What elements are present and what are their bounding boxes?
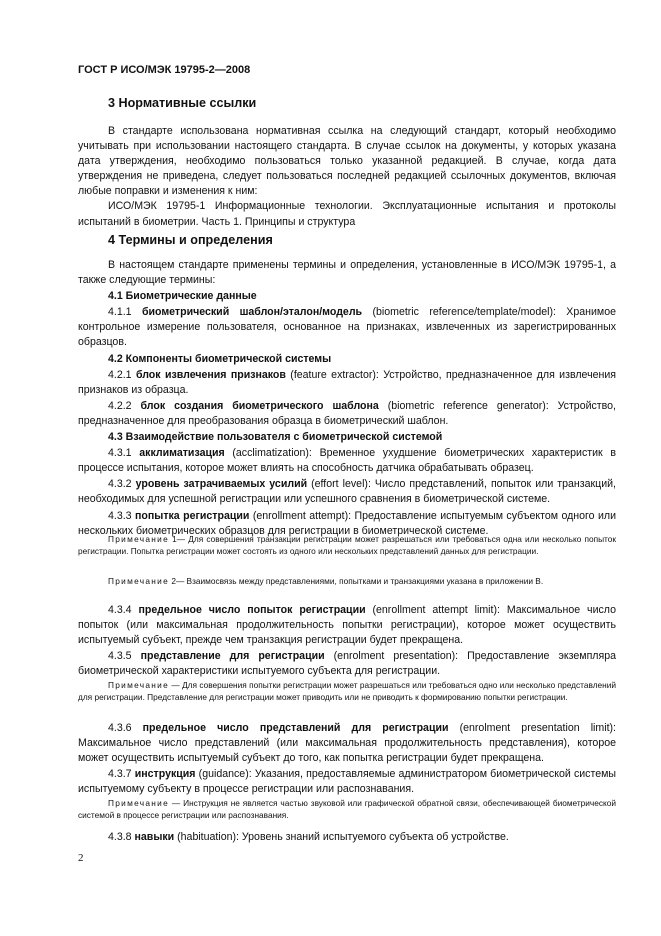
section-4-body-continued-2 (78, 721, 616, 797)
term: блок создания биометрического шаблона (140, 399, 379, 412)
note-1 (78, 533, 616, 558)
page-number: 2 (78, 852, 84, 864)
note-paragraph (78, 533, 616, 558)
term: инструкция (134, 768, 196, 781)
note-paragraph (78, 797, 616, 822)
section-4-title: 4 Термины и определения (108, 233, 273, 247)
section-4-body-continued (78, 603, 616, 679)
term-number: 4.2.2 (108, 399, 141, 412)
term-number: 4.3.1 (108, 447, 140, 460)
note-paragraph (78, 575, 616, 587)
term: предельное число попыток регистрации (138, 604, 366, 616)
term-entry (78, 721, 616, 766)
term-number: 4.3.8 (108, 831, 135, 843)
term-number: 4.3.7 (108, 768, 135, 781)
note-text: — Инструкция не является частью звуковой или графической обратной связи, обеспечивающей биометрической системой в процессе регистрации или распознавания. (78, 798, 616, 821)
note-label: Примечание (108, 576, 170, 586)
term-definition: (acclimatization): Временное ухудшение биометрических характеристик в процессе испытания, которое может влиять на способность датчика обрабатывать образец. (78, 447, 616, 475)
term-definition: (enrollment attempt limit): Максимальное число попыток (или максимальная продолжительность попытки регистрации), которое может осуществить испытуемый субъект, прежде чем транзакция регистрации будет прекращена. (78, 604, 616, 647)
term-entry (78, 477, 616, 507)
paragraph: В настоящем стандарте применены термины и определения, установленные в ИСО/МЭК 19795-1, а также следующие термины: (78, 259, 616, 287)
term-definition: (biometric reference generator): Устройство, предназначенное для преобразования образца в биометрический шаблон. (78, 399, 617, 427)
note-label: Примечание (108, 680, 170, 690)
note-paragraph (78, 679, 616, 704)
term-entry (78, 368, 616, 398)
term: навыки (134, 831, 175, 843)
term-entry (78, 446, 616, 476)
term: акклиматизация (139, 447, 225, 460)
term: блок извлечения признаков (135, 368, 286, 381)
term-definition: (feature extractor): Устройство, предназначенное для извлечения признаков из образца. (78, 368, 616, 396)
paragraph: ИСО/МЭК 19795-1 Информационные технологии. Эксплуатационные испытания и протоколы испытаний в биометрии. Часть 1. Принципы и структура (78, 200, 616, 228)
term-definition: (enrollment attempt): Предоставление испытуемым субъектом одного или нескольких биометрических образцов для регистрации в биометрической системе. (78, 509, 616, 537)
term: предельное число представлений для регистрации (142, 722, 449, 734)
note-label: Примечание (108, 534, 170, 544)
term-definition: (biometric reference/template/model): Хранимое контрольное измерение пользователя, основанное на признаках, извлеченных из зарегистрированных образцов. (78, 306, 616, 349)
document-header: ГОСТ Р ИСО/МЭК 19795-2—2008 (78, 64, 251, 76)
term: уровень затрачиваемых усилий (135, 478, 308, 491)
term-entry (78, 399, 616, 429)
subsection-title: 4.1 Биометрические данные (108, 290, 257, 303)
term-entry (78, 305, 616, 350)
section-4-body-continued-3 (78, 830, 616, 845)
term-entry (78, 603, 616, 648)
term-definition: (habituation): Уровень знаний испытуемого субъекта об устройстве. (174, 831, 509, 843)
section-3-body (78, 124, 616, 230)
term: попытка регистрации (135, 509, 250, 522)
term-number: 4.1.1 (108, 306, 142, 319)
term-definition: (enrolment presentation limit): Максимальное число представлений (или максимальная продолжительность представления), которое может осуществить испытуемый субъект до того, как попытка регистрации будет прекращена. (78, 722, 616, 765)
term-definition: (effort level): Число представлений, попыток или транзакций, необходимых для успешной регистрации или успешного сравнения в биометрической системе. (78, 478, 616, 506)
term: представление для регистрации (140, 650, 325, 663)
term-number: 4.3.6 (108, 722, 143, 734)
section-4-body (78, 258, 616, 539)
term-number: 4.3.2 (108, 478, 136, 491)
section-3-title: 3 Нормативные ссылки (108, 96, 257, 110)
term-entry (78, 649, 616, 679)
note-text: 1— Для совершения транзакции регистрации может разрешаться или требоваться одна или несколько попыток регистрации. Попытка регистрации может состоять из одного или нескольких представлений данных для регистрации. (78, 534, 616, 557)
subsection-title: 4.3 Взаимодействие пользователя с биометрической системой (108, 431, 443, 444)
term-number: 4.2.1 (108, 368, 136, 381)
term-definition: (guidance): Указания, предоставляемые администратором биометрической системы испытуемому субъекту в процессе регистрации или распознавания. (78, 768, 616, 796)
note-label: Примечание (108, 798, 170, 808)
paragraph: В стандарте использована нормативная ссылка на следующий стандарт, который необходимо учитывать при использовании настоящего стандарта. В случае ссылок на документы, у которых указана дата утверждения, необходимо пользоваться только указанной редакцией. В случае, когда дата утверждения не приведена, следует пользоваться последней редакцией ссылочных документов, включая любые поправки и изменения к ним: (78, 125, 616, 198)
term-number: 4.3.3 (108, 509, 135, 522)
subsection-title: 4.2 Компоненты биометрической системы (108, 352, 332, 365)
term: биометрический шаблон/эталон/модель (141, 306, 363, 319)
note-text: 2— Взаимосвязь между представлениями, попытками и транзакциями указана в приложении В. (169, 576, 544, 586)
term-entry (78, 767, 616, 797)
term-definition: (enrolment presentation): Предоставление экземпляра биометрической характеристики испытуемого субъекта для регистрации. (78, 650, 617, 678)
note-2 (78, 575, 616, 587)
term-number: 4.3.5 (108, 650, 141, 663)
note-4 (78, 797, 616, 822)
term-entry (78, 830, 616, 845)
term-number: 4.3.4 (108, 604, 139, 616)
note-text: — Для совершения попытки регистрации может разрешаться или требоваться одно или несколько представлений для регистрации. Представление для регистрации может приводить или не приводить к формированию попытки регистрации. (78, 680, 616, 703)
note-3 (78, 679, 616, 704)
